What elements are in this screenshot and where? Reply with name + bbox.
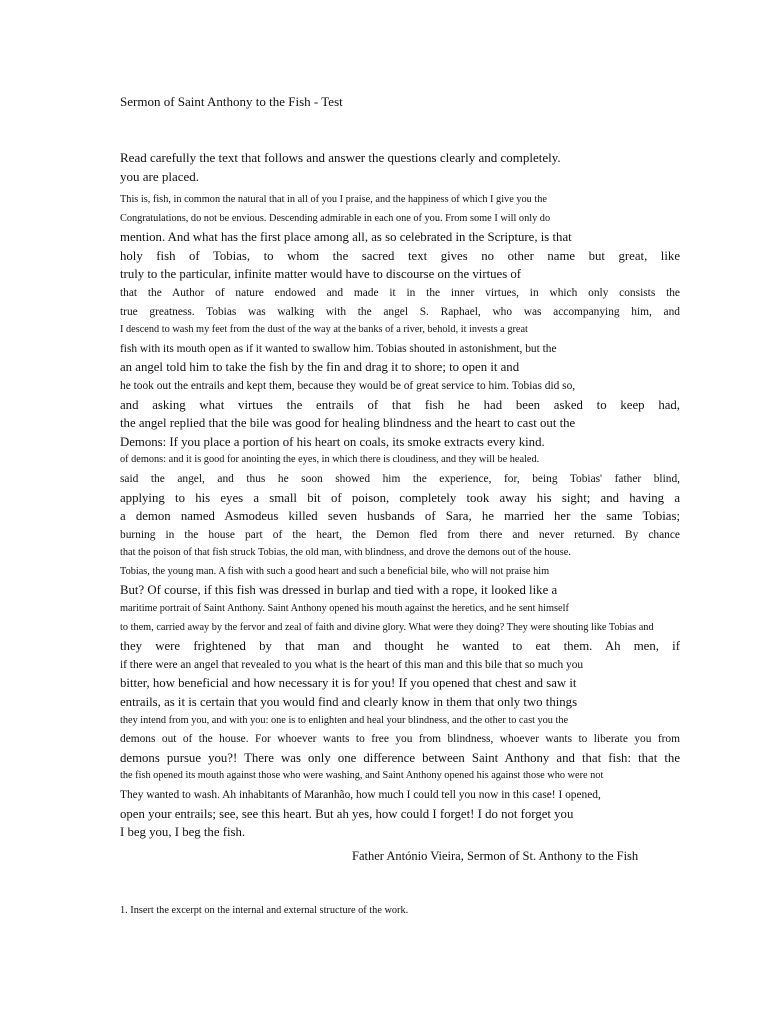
text-line: maritime portrait of Saint Anthony. Saint Anthony opened his mouth against the heretics, and he sent himself [120, 603, 569, 615]
text-line: burning in the house part of the heart, the Demon fled from there and never returned. By chance [120, 528, 680, 541]
text-line: holy fish of Tobias, to whom the sacred text gives no other name but great, like [120, 248, 680, 263]
text-line: said the angel, and thus he soon showed him the experience, for, being Tobias' father blind, [120, 472, 680, 485]
text-line: they intend from you, and with you: one is to enlighten and heal your blindness, and the other to cast you the [120, 714, 569, 726]
question-1: 1. Insert the excerpt on the internal and external structure of the work. [120, 905, 409, 916]
text-line: that the Author of nature endowed and made it in the inner virtues, in which only consists the [120, 286, 680, 299]
text-line: the angel replied that the bile was good for healing blindness and the heart to cast out the [120, 416, 576, 431]
text-line: of demons: and it is good for anointing the eyes, in which there is cloudiness, and they will be healed. [120, 454, 540, 466]
sermon-excerpt [120, 191, 680, 842]
text-line: applying to his eyes a small bit of poison, completely took away his sight; and having a [120, 490, 680, 505]
text-line: the fish opened its mouth against those who were washing, and Saint Anthony opened his against those who were not [120, 770, 604, 782]
text-line: bitter, how beneficial and how necessary it is for you! If you opened that chest and saw it [120, 676, 577, 691]
text-line: they were frightened by that man and thought he wanted to eat them. Ah men, if [120, 639, 680, 654]
text-line: truly to the particular, infinite matter would have to discourse on the virtues of [120, 267, 522, 282]
attribution: Father António Vieira, Sermon of St. Anthony to the Fish [352, 849, 639, 863]
text-line: and asking what virtues the entrails of that fish he had been asked to keep had, [120, 397, 680, 412]
text-line: demons out of the house. For whoever wants to free you from blindness, whoever wants to liberate you from [120, 733, 680, 746]
instruction-line: Read carefully the text that follows and answer the questions clearly and completely. [120, 150, 561, 165]
text-line: Tobias, the young man. A fish with such a good heart and such a beneficial bile, who will not praise him [120, 565, 550, 577]
text-line: mention. And what has the first place among all, as so celebrated in the Scripture, is that [120, 230, 572, 245]
text-line: open your entrails; see, see this heart. But ah yes, how could I forget! I do not forget you [120, 806, 574, 821]
text-line: true greatness. Tobias was walking with the angel S. Raphael, who was accompanying him, and [120, 305, 680, 318]
text-line: to them, carried away by the fervor and zeal of faith and divine glory. What were they doing? They were shouting like Tobias and [120, 621, 654, 633]
text-line: I beg you, I beg the fish. [120, 825, 246, 840]
text-line: demons pursue you?! There was only one difference between Saint Anthony and that fish: that the [120, 750, 680, 765]
instruction-line: you are placed. [120, 169, 200, 184]
text-line: Congratulations, do not be envious. Descending admirable in each one of you. From some I will only do [120, 212, 551, 224]
document-title: Sermon of Saint Anthony to the Fish - Test [120, 94, 343, 109]
text-line: This is, fish, in common the natural that in all of you I praise, and the happiness of which I give you the [120, 194, 547, 205]
text-line: They wanted to wash. Ah inhabitants of Maranhão, how much I could tell you now in this case! I opened, [120, 789, 601, 801]
text-line: he took out the entrails and kept them, because they would be of great service to him. Tobias did so, [120, 379, 576, 392]
text-line: an angel told him to take the fish by the fin and drag it to shore; to open it and [120, 360, 520, 375]
text-line: entrails, as it is certain that you would find and clearly know in them that only two things [120, 695, 578, 710]
text-line: Demons: If you place a portion of his heart on coals, its smoke extracts every kind. [120, 434, 545, 449]
text-line: fish with its mouth open as if it wanted to swallow him. Tobias shouted in astonishment, but the [120, 342, 557, 355]
text-line: But? Of course, if this fish was dressed in burlap and tied with a rope, it looked like a [120, 583, 558, 598]
text-line: that the poison of that fish struck Tobias, the old man, with blindness, and drove the demons out of the house. [120, 547, 571, 559]
text-line: I descend to wash my feet from the dust of the way at the banks of a river, behold, it invests a great [120, 324, 528, 336]
instructions [120, 148, 561, 186]
text-line: if there were an angel that revealed to you what is the heart of this man and this bile that so much you [120, 658, 584, 671]
text-line: a demon named Asmodeus killed seven husbands of Sara, he married her the same Tobias; [120, 509, 680, 524]
